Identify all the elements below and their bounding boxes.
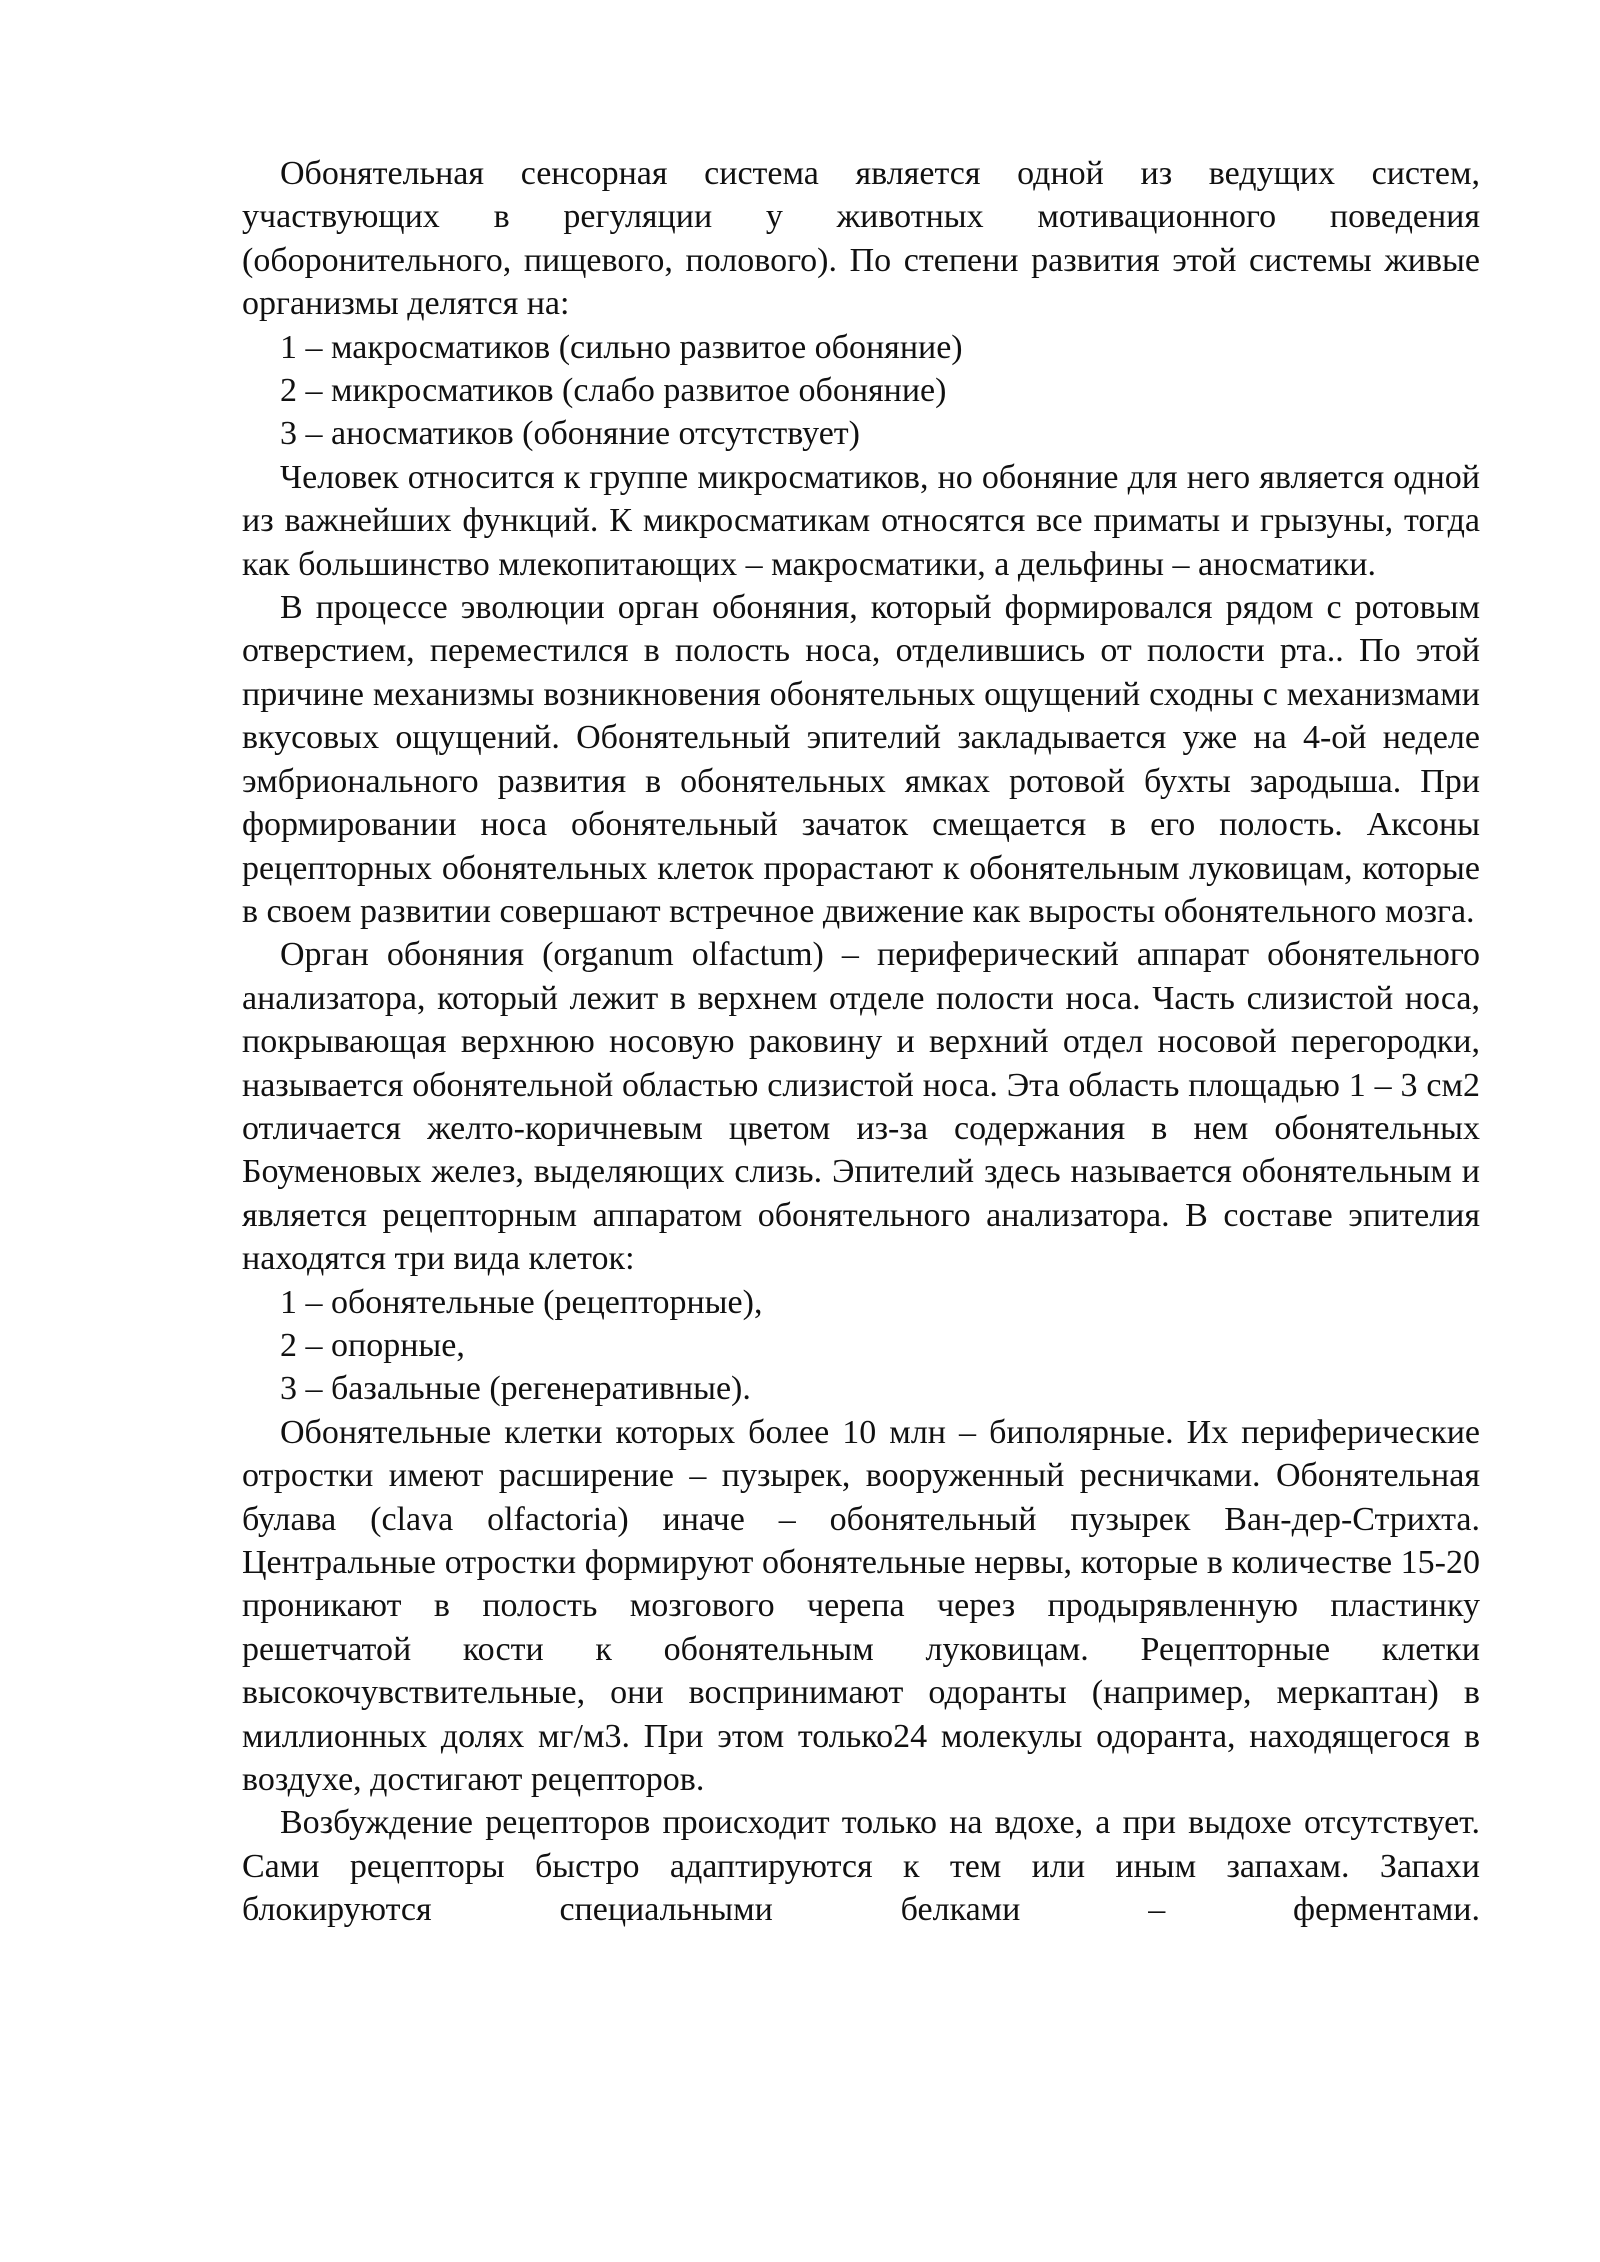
list-item: 3 – базальные (регенеративные). [280, 1370, 751, 1408]
document-page [242, 152, 1480, 1932]
list-item: 2 – микросматиков (слабо развитое обоняние) [280, 372, 947, 410]
list-item: 2 – опорные, [280, 1326, 465, 1364]
paragraph-microsmatics: Человек относится к группе микросматиков, но обоняние для него является одной из важнейших функций. К микросматикам относятся все приматы и грызуны, тогда как большинство млекопитающих – макросматики, а дельфины – аносматики. [242, 458, 1480, 583]
paragraph-excitation: Возбуждение рецепторов происходит только на вдохе, а при выдохе отсутствует. Сами рецепторы быстро адаптируются к тем или иным запахам. Запахи блокируются специальными белками – ферментами. [242, 1804, 1480, 1929]
smell-classification-list [242, 326, 1480, 456]
paragraph-olfactory-organ: Орган обоняния (organum olfactum) – периферический аппарат обонятельного анализатора, который лежит в верхнем отделе полости носа. Часть слизистой носа, покрывающая верхнюю носовую раковину и верхний отдел носовой перегородки, называется обонятельной областью слизистой носа. Эта область площадью 1 – 3 см2 отличается желто-коричневым цветом из-за содержания в нем обонятельных Боуменовых желез, выделяющих слизь. Эпителий здесь называется обонятельным и является рецепторным аппаратом обонятельного анализатора. В составе эпителия находятся три вида клеток: [242, 936, 1480, 1278]
list-item: 3 – аносматиков (обоняние отсутствует) [280, 415, 860, 453]
paragraph-evolution: В процессе эволюции орган обоняния, который формировался рядом с ротовым отверстием, переместился в полость носа, отделившись от полости рта.. По этой причине механизмы возникновения обонятельных ощущений сходны с механизмами вкусовых ощущений. Обонятельный эпителий закладывается уже на 4-ой неделе эмбрионального развития в обонятельных ямках ротовой бухты зародыша. При формировании носа обонятельный зачаток смещается в его полость. Аксоны рецепторных обонятельных клеток прорастают к обонятельным луковицам, которые в своем развитии совершают встречное движение как выросты обонятельного мозга. [242, 589, 1480, 930]
paragraph-intro: Обонятельная сенсорная система является одной из ведущих систем, участвующих в регуляции у животных мотивационного поведения (оборонительного, пищевого, полового). По степени развития этой системы живые организмы делятся на: [242, 155, 1480, 323]
list-item: 1 – макросматиков (сильно развитое обоняние) [280, 328, 963, 366]
list-item: 1 – обонятельные (рецепторные), [280, 1283, 763, 1321]
cell-types-list [242, 1281, 1480, 1411]
paragraph-olfactory-cells: Обонятельные клетки которых более 10 млн – биполярные. Их периферические отростки имеют расширение – пузырек, вооруженный ресничками. Обонятельная булава (clava olfactoria) иначе – обонятельный пузырек Ван-дер-Стрихта. Центральные отростки формируют обонятельные нервы, которые в количестве 15-20 проникают в полость мозгового черепа через продырявленную пластинку решетчатой кости к обонятельным луковицам. Рецепторные клетки высокочувствительные, они воспринимают одоранты (например, меркаптан) в миллионных долях мг/м3. При этом только24 молекулы одоранта, находящегося в воздухе, достигают рецепторов. [242, 1413, 1480, 1799]
